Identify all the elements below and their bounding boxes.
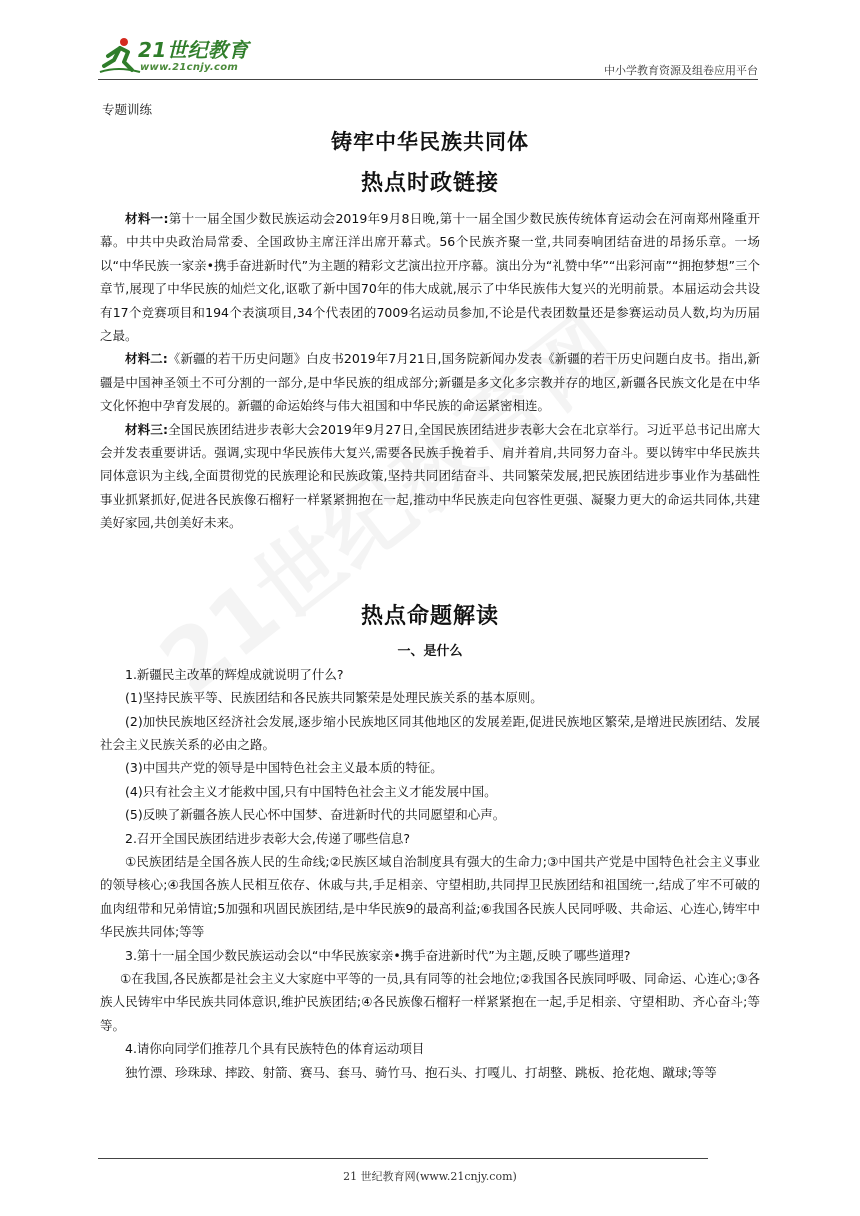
header-divider	[98, 79, 758, 80]
sub-heading: 一、是什么	[397, 643, 463, 659]
section-heading-analysis: 热点命题解读	[360, 603, 499, 629]
question-line: 3.第十一届全国少数民族运动会以“中华民族家亲•携手奋进新时代”为主题,反映了哪些道理?	[125, 947, 631, 963]
answer-line: ①民族团结是全国各族人民的生命线;②民族区域自治制度具有强大的生命力;③中国共产党是中国特色社会主义事业的领导核心;④我国各族人民相互依存、休戚与共,手足相亲、守望相助,共同捍卫民族团结和祖国统一,结成了牢不可破的血肉纽带和兄弟情谊;5加强和巩固民族团结,是中华民族9的最高利益;⑥我国各民族人民同呼吸、共命运、心连心,铸牢中华民族共同体;等等	[100, 853, 760, 940]
answer-line: ①在我国,各民族都是社会主义大家庭中平等的一员,具有同等的社会地位;②我国各民族同呼吸、同命运、心连心;③各族人民铸牢中华民族共同体意识,维护民族团结;④各民族像石榴籽一样紧紧抱在一起,手足相亲、守望相助、齐心奋斗;等等。	[100, 970, 760, 1033]
footer-divider	[98, 1158, 708, 1159]
answer-line: (3)中国共产党的领导是中国特色社会主义最本质的特征。	[125, 760, 443, 776]
question-line: 1.新疆民主改革的辉煌成就说明了什么?	[125, 666, 344, 682]
question-line: 2.召开全国民族团结进步表彰大会,传递了哪些信息?	[125, 830, 411, 846]
logo-url: www.21cnjy.com	[140, 62, 239, 73]
answer-line: (1)坚持民族平等、民族团结和各民族共同繁荣是处理民族关系的基本原则。	[125, 690, 543, 706]
header-platform-text: 中小学教育资源及组卷应用平台	[604, 64, 758, 77]
logo-text: 21世纪教育	[138, 38, 249, 62]
material-lead: 材料一:	[125, 211, 169, 226]
question-line: 4.请你向同学们推荐几个具有民族特色的体育运动项目	[125, 1041, 425, 1057]
doc-label: 专题训练	[102, 102, 153, 117]
doc-title: 铸牢中华民族共同体	[331, 130, 529, 154]
spacer	[100, 535, 760, 599]
material-lead: 材料三:	[125, 421, 168, 437]
page-header	[98, 32, 758, 82]
material-paragraph	[100, 207, 760, 347]
answer-line: (5)反映了新疆各族人民心怀中国梦、奋进新时代的共同愿望和心声。	[125, 807, 506, 823]
answer-line: 独竹漂、珍珠球、摔跤、射箭、赛马、套马、骑竹马、抱石头、打嘎儿、打胡整、跳板、抢花炮、蹴球;等等	[125, 1064, 717, 1080]
runner-logo-icon	[98, 36, 142, 76]
document-body	[100, 100, 760, 1084]
answer-line: (2)加快民族地区经济社会发展,逐步缩小民族地区同其他地区的发展差距,促进民族地区繁荣,是增进民族团结、发展社会主义民族关系的必由之路。	[100, 713, 760, 752]
material-text: 全国民族团结进步表彰大会2019年9月27日,全国民族团结进步表彰大会在北京举行。习近平总书记出席大会并发表重要讲话。强调,实现中华民族伟大复兴,需要各民族手挽着手、肩并着肩,共同努力奋斗。要以铸牢中华民族共同体意识为主线,全面贯彻党的民族理论和民族政策,坚持共同团结奋斗、共同繁荣发展,把民族团结进步事业作为基础性事业抓紧抓好,促进各民族像石榴籽一样紧紧拥抱在一起,推动中华民族走向包容性更强、凝聚力更大的命运共同体,共建美好家园,共创美好未来。	[100, 421, 760, 531]
section-heading-news: 热点时政链接	[360, 171, 499, 196]
footer-text: 21 世纪教育网(www.21cnjy.com)	[343, 1170, 517, 1183]
logo	[98, 32, 268, 78]
material-paragraph	[100, 347, 760, 417]
answer-line: (4)只有社会主义才能救中国,只有中国特色社会主义才能发展中国。	[125, 783, 497, 799]
material-text: 第十一届全国少数民族运动会2019年9月8日晚,第十一届全国少数民族传统体育运动会在河南郑州隆重开幕。中共中央政治局常委、全国政协主席汪洋出席开幕式。56个民族齐聚一堂,共同奏响团结奋进的昂扬乐章。一场以“中华民族一家亲•携手奋进新时代”为主题的精彩文艺演出拉开序幕。演出分为“礼赞中华”“出彩河南”“拥抱梦想”三个章节,展现了中华民族的灿烂文化,讴歌了新中国70年的伟大成就,展示了中华民族伟大复兴的光明前景。本届运动会共设有17个竞赛项目和194个表演项目,34个代表团的7009名运动员参加,不论是代表团数量还是参赛运动员人数,均为历届之最。	[100, 211, 760, 344]
material-text: 《新疆的若干历史问题》白皮书2019年7月21日,国务院新闻办发表《新疆的若干历史问题白皮书。指出,新疆是中国神圣领土不可分割的一部分,是中华民族的组成部分;新疆是多文化多宗教并存的地区,新疆各民族文化是在中华文化怀抱中孕育发展的。新疆的命运始终与伟大祖国和中华民族的命运紧密相连。	[100, 351, 760, 414]
material-paragraph	[100, 418, 760, 535]
material-lead: 材料二:	[125, 351, 168, 367]
